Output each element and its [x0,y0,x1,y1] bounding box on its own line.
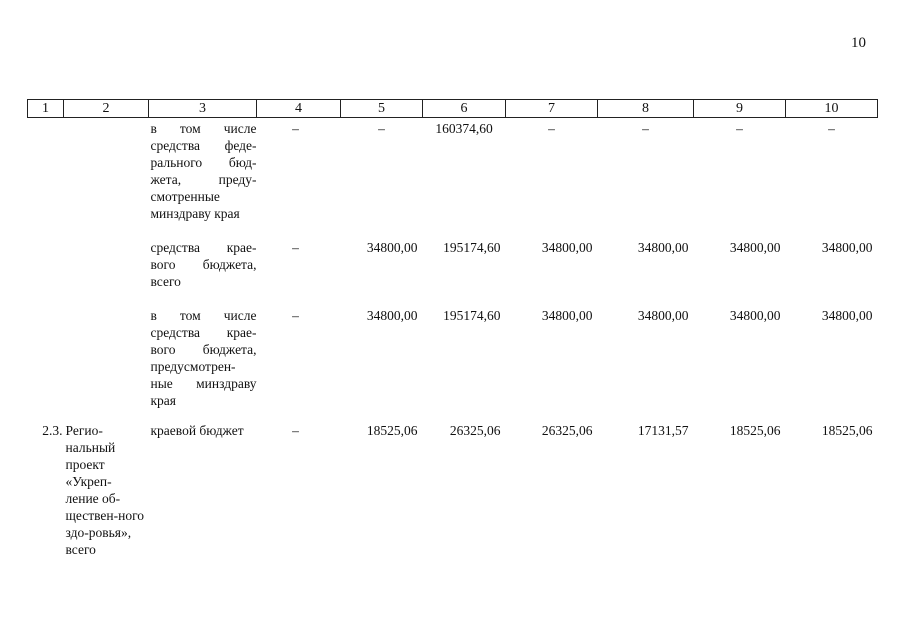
table-body [28,118,878,559]
column-number-cell: 2 [64,100,149,118]
value-cell: 195174,60 [443,308,501,323]
value-cell: 18525,06 [821,423,873,438]
value-cell: 34800,00 [637,240,689,255]
value-cell: 34800,00 [821,308,873,323]
budget-table [27,99,878,558]
value-cell: 195174,60 [443,240,501,255]
value-cell: – [292,121,299,136]
value-cell: – [378,121,385,136]
value-cell: 34800,00 [729,308,781,323]
value-cell: 34800,00 [821,240,873,255]
column-number-cell: 8 [598,100,694,118]
column-number-cell: 1 [28,100,64,118]
row-name-cell [64,233,149,301]
column-number-cell: 6 [423,100,506,118]
table-row [28,301,878,420]
value-cell: 34800,00 [366,240,418,255]
row-index-cell: 2.3. [42,423,63,438]
row-index-cell [28,118,64,234]
value-cell: 18525,06 [729,423,781,438]
value-cell: – [642,121,649,136]
value-cell: – [828,121,835,136]
value-cell: 26325,06 [541,423,593,438]
column-number-cell: 4 [257,100,341,118]
value-cell: 34800,00 [541,240,593,255]
row-name-cell: Регио-нальный проект «Укреп-ление об-ществен-ного здо-ровья», всего [65,423,145,557]
value-cell: – [292,240,299,255]
row-name-cell [64,118,149,234]
value-cell: 160374,60 [435,121,493,136]
value-cell: – [548,121,555,136]
value-cell: 34800,00 [729,240,781,255]
value-cell: 34800,00 [541,308,593,323]
column-number-cell: 7 [506,100,598,118]
table-row [28,233,878,301]
funding-source-cell: средства крае-вого бюджета, всего [150,240,257,289]
column-number-row [28,100,878,118]
table-row [28,118,878,234]
column-number-cell: 5 [341,100,423,118]
column-number-cell: 9 [694,100,786,118]
column-number-cell: 10 [786,100,878,118]
budget-table-container [27,99,877,558]
funding-source-cell: краевой бюджет [150,423,244,438]
value-cell: – [292,423,299,438]
row-index-cell [28,233,64,301]
value-cell: 34800,00 [637,308,689,323]
column-number-cell: 3 [149,100,257,118]
value-cell: 34800,00 [366,308,418,323]
value-cell: 26325,06 [449,423,501,438]
value-cell: – [292,308,299,323]
row-name-cell [64,301,149,420]
table-row [28,420,878,558]
funding-source-cell: в том числе средства феде-рального бюд-жета, преду-смотренные минздраву края [150,121,257,221]
page-number: 10 [851,35,866,51]
table-header [28,100,878,118]
funding-source-cell: в том числе средства крае-вого бюджета, предусмотрен-ные минздраву края [150,308,257,408]
value-cell: 18525,06 [366,423,418,438]
value-cell: – [736,121,743,136]
row-index-cell [28,301,64,420]
value-cell: 17131,57 [637,423,689,438]
